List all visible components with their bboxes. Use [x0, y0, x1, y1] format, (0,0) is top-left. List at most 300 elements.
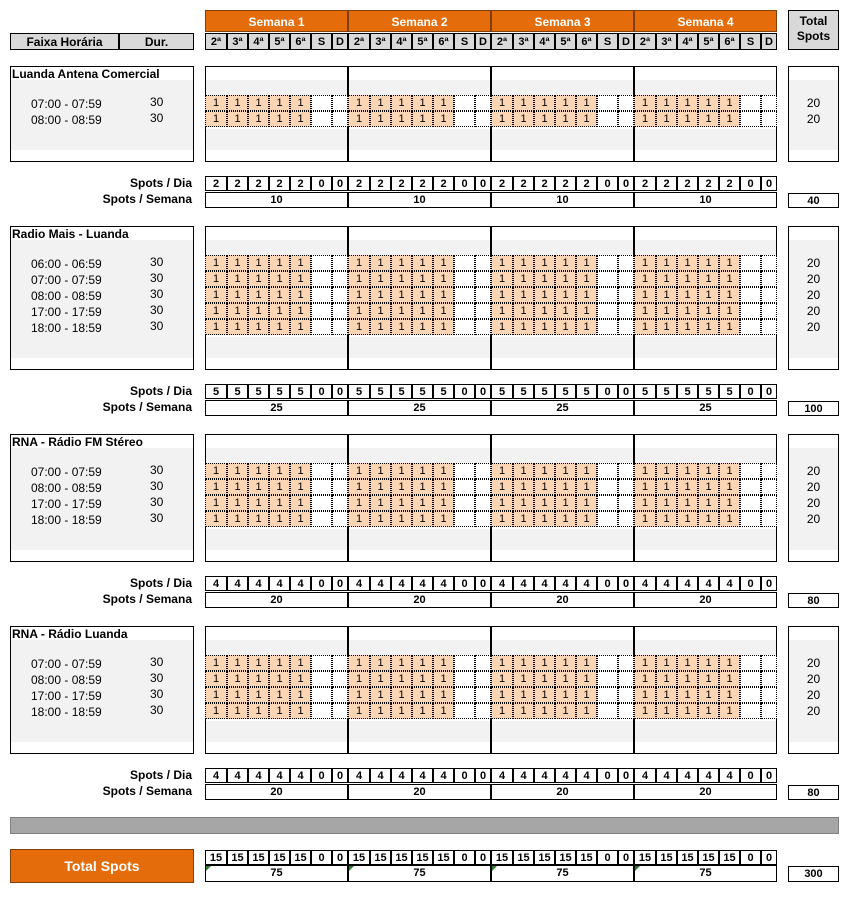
- spot-cell[interactable]: 1: [290, 655, 311, 671]
- empty-spot-cell[interactable]: [618, 95, 634, 111]
- spot-cell[interactable]: 1: [348, 287, 370, 303]
- spot-cell[interactable]: 1: [719, 479, 740, 495]
- spot-cell[interactable]: 1: [348, 511, 370, 527]
- spot-cell[interactable]: 1: [248, 95, 269, 111]
- empty-spot-cell[interactable]: [618, 511, 634, 527]
- spot-cell[interactable]: 1: [534, 703, 555, 719]
- spot-cell[interactable]: 1: [391, 495, 412, 511]
- spot-cell[interactable]: 1: [656, 111, 677, 127]
- spot-cell[interactable]: 1: [391, 671, 412, 687]
- spot-cell[interactable]: 1: [269, 463, 290, 479]
- spot-cell[interactable]: 1: [248, 655, 269, 671]
- spot-cell[interactable]: 1: [656, 687, 677, 703]
- empty-spot-cell[interactable]: [597, 255, 618, 271]
- spot-cell[interactable]: 1: [634, 95, 656, 111]
- spot-cell[interactable]: 1: [290, 95, 311, 111]
- spot-cell[interactable]: 1: [290, 671, 311, 687]
- spot-cell[interactable]: 1: [205, 111, 227, 127]
- empty-spot-cell[interactable]: [761, 287, 777, 303]
- spot-cell[interactable]: 1: [656, 287, 677, 303]
- spot-cell[interactable]: 1: [227, 319, 248, 335]
- empty-spot-cell[interactable]: [597, 687, 618, 703]
- spot-cell[interactable]: 1: [412, 687, 433, 703]
- empty-spot-cell[interactable]: [597, 95, 618, 111]
- spot-cell[interactable]: 1: [534, 655, 555, 671]
- empty-spot-cell[interactable]: [618, 287, 634, 303]
- spot-cell[interactable]: 1: [634, 271, 656, 287]
- spot-cell[interactable]: 1: [248, 271, 269, 287]
- spot-cell[interactable]: 1: [248, 287, 269, 303]
- spot-cell[interactable]: 1: [513, 287, 534, 303]
- spot-cell[interactable]: 1: [227, 95, 248, 111]
- spot-cell[interactable]: 1: [513, 319, 534, 335]
- spot-cell[interactable]: 1: [555, 255, 576, 271]
- spot-cell[interactable]: 1: [227, 495, 248, 511]
- spot-cell[interactable]: 1: [269, 495, 290, 511]
- spot-cell[interactable]: 1: [248, 687, 269, 703]
- spot-cell[interactable]: 1: [698, 511, 719, 527]
- spot-cell[interactable]: 1: [227, 111, 248, 127]
- empty-spot-cell[interactable]: [475, 687, 491, 703]
- spot-cell[interactable]: 1: [719, 319, 740, 335]
- empty-spot-cell[interactable]: [618, 479, 634, 495]
- spot-cell[interactable]: 1: [370, 287, 391, 303]
- spot-cell[interactable]: 1: [534, 303, 555, 319]
- spot-cell[interactable]: 1: [205, 687, 227, 703]
- spot-cell[interactable]: 1: [412, 655, 433, 671]
- spot-cell[interactable]: 1: [555, 111, 576, 127]
- spot-cell[interactable]: 1: [248, 703, 269, 719]
- empty-spot-cell[interactable]: [597, 495, 618, 511]
- spot-cell[interactable]: 1: [656, 703, 677, 719]
- spot-cell[interactable]: 1: [698, 255, 719, 271]
- spot-cell[interactable]: 1: [576, 271, 597, 287]
- spot-cell[interactable]: 1: [513, 463, 534, 479]
- spot-cell[interactable]: 1: [677, 511, 698, 527]
- spot-cell[interactable]: 1: [555, 511, 576, 527]
- spot-cell[interactable]: 1: [348, 271, 370, 287]
- spot-cell[interactable]: 1: [370, 95, 391, 111]
- empty-spot-cell[interactable]: [332, 111, 348, 127]
- empty-spot-cell[interactable]: [454, 255, 475, 271]
- empty-spot-cell[interactable]: [475, 255, 491, 271]
- spot-cell[interactable]: 1: [248, 319, 269, 335]
- spot-cell[interactable]: 1: [513, 271, 534, 287]
- spot-cell[interactable]: 1: [290, 255, 311, 271]
- empty-spot-cell[interactable]: [311, 479, 332, 495]
- spot-cell[interactable]: 1: [348, 479, 370, 495]
- empty-spot-cell[interactable]: [332, 463, 348, 479]
- spot-cell[interactable]: 1: [513, 111, 534, 127]
- spot-cell[interactable]: 1: [205, 255, 227, 271]
- empty-spot-cell[interactable]: [761, 319, 777, 335]
- empty-spot-cell[interactable]: [332, 255, 348, 271]
- spot-cell[interactable]: 1: [634, 463, 656, 479]
- spot-cell[interactable]: 1: [433, 703, 454, 719]
- spot-cell[interactable]: 1: [248, 511, 269, 527]
- empty-spot-cell[interactable]: [454, 655, 475, 671]
- spot-cell[interactable]: 1: [656, 511, 677, 527]
- spot-cell[interactable]: 1: [227, 255, 248, 271]
- spot-cell[interactable]: 1: [555, 95, 576, 111]
- empty-spot-cell[interactable]: [332, 703, 348, 719]
- spot-cell[interactable]: 1: [412, 463, 433, 479]
- spot-cell[interactable]: 1: [576, 287, 597, 303]
- spot-cell[interactable]: 1: [555, 655, 576, 671]
- spot-cell[interactable]: 1: [576, 703, 597, 719]
- spot-cell[interactable]: 1: [698, 271, 719, 287]
- spot-cell[interactable]: 1: [634, 655, 656, 671]
- spot-cell[interactable]: 1: [656, 95, 677, 111]
- spot-cell[interactable]: 1: [290, 495, 311, 511]
- empty-spot-cell[interactable]: [475, 95, 491, 111]
- empty-spot-cell[interactable]: [332, 479, 348, 495]
- spot-cell[interactable]: 1: [513, 95, 534, 111]
- spot-cell[interactable]: 1: [269, 671, 290, 687]
- empty-spot-cell[interactable]: [597, 655, 618, 671]
- spot-cell[interactable]: 1: [433, 287, 454, 303]
- spot-cell[interactable]: 1: [698, 703, 719, 719]
- spot-cell[interactable]: 1: [698, 671, 719, 687]
- empty-spot-cell[interactable]: [597, 511, 618, 527]
- spot-cell[interactable]: 1: [576, 479, 597, 495]
- spot-cell[interactable]: 1: [412, 511, 433, 527]
- spot-cell[interactable]: 1: [391, 255, 412, 271]
- spot-cell[interactable]: 1: [391, 319, 412, 335]
- spot-cell[interactable]: 1: [698, 655, 719, 671]
- spot-cell[interactable]: 1: [370, 655, 391, 671]
- empty-spot-cell[interactable]: [740, 495, 761, 511]
- spot-cell[interactable]: 1: [634, 703, 656, 719]
- spot-cell[interactable]: 1: [576, 463, 597, 479]
- empty-spot-cell[interactable]: [618, 655, 634, 671]
- empty-spot-cell[interactable]: [761, 655, 777, 671]
- empty-spot-cell[interactable]: [311, 255, 332, 271]
- spot-cell[interactable]: 1: [205, 511, 227, 527]
- empty-spot-cell[interactable]: [311, 95, 332, 111]
- spot-cell[interactable]: 1: [248, 255, 269, 271]
- spot-cell[interactable]: 1: [534, 511, 555, 527]
- spot-cell[interactable]: 1: [555, 287, 576, 303]
- empty-spot-cell[interactable]: [454, 495, 475, 511]
- empty-spot-cell[interactable]: [618, 319, 634, 335]
- spot-cell[interactable]: 1: [677, 287, 698, 303]
- spot-cell[interactable]: 1: [433, 271, 454, 287]
- empty-spot-cell[interactable]: [454, 671, 475, 687]
- spot-cell[interactable]: 1: [719, 655, 740, 671]
- spot-cell[interactable]: 1: [719, 303, 740, 319]
- spot-cell[interactable]: 1: [290, 479, 311, 495]
- spot-cell[interactable]: 1: [370, 271, 391, 287]
- spot-cell[interactable]: 1: [433, 687, 454, 703]
- spot-cell[interactable]: 1: [491, 463, 513, 479]
- spot-cell[interactable]: 1: [656, 255, 677, 271]
- spot-cell[interactable]: 1: [719, 687, 740, 703]
- spot-cell[interactable]: 1: [412, 319, 433, 335]
- spot-cell[interactable]: 1: [348, 703, 370, 719]
- empty-spot-cell[interactable]: [740, 111, 761, 127]
- spot-cell[interactable]: 1: [677, 687, 698, 703]
- spot-cell[interactable]: 1: [370, 511, 391, 527]
- empty-spot-cell[interactable]: [454, 271, 475, 287]
- empty-spot-cell[interactable]: [761, 271, 777, 287]
- empty-spot-cell[interactable]: [597, 703, 618, 719]
- spot-cell[interactable]: 1: [534, 495, 555, 511]
- spot-cell[interactable]: 1: [576, 303, 597, 319]
- spot-cell[interactable]: 1: [491, 287, 513, 303]
- empty-spot-cell[interactable]: [475, 495, 491, 511]
- spot-cell[interactable]: 1: [348, 303, 370, 319]
- spot-cell[interactable]: 1: [677, 655, 698, 671]
- spot-cell[interactable]: 1: [227, 271, 248, 287]
- spot-cell[interactable]: 1: [719, 463, 740, 479]
- empty-spot-cell[interactable]: [311, 511, 332, 527]
- empty-spot-cell[interactable]: [332, 287, 348, 303]
- empty-spot-cell[interactable]: [454, 463, 475, 479]
- empty-spot-cell[interactable]: [311, 111, 332, 127]
- spot-cell[interactable]: 1: [290, 271, 311, 287]
- empty-spot-cell[interactable]: [740, 463, 761, 479]
- spot-cell[interactable]: 1: [412, 303, 433, 319]
- empty-spot-cell[interactable]: [618, 671, 634, 687]
- empty-spot-cell[interactable]: [618, 687, 634, 703]
- empty-spot-cell[interactable]: [475, 703, 491, 719]
- empty-spot-cell[interactable]: [311, 303, 332, 319]
- spot-cell[interactable]: 1: [248, 671, 269, 687]
- spot-cell[interactable]: 1: [348, 671, 370, 687]
- spot-cell[interactable]: 1: [269, 319, 290, 335]
- spot-cell[interactable]: 1: [227, 511, 248, 527]
- spot-cell[interactable]: 1: [391, 303, 412, 319]
- empty-spot-cell[interactable]: [597, 319, 618, 335]
- spot-cell[interactable]: 1: [698, 495, 719, 511]
- spot-cell[interactable]: 1: [205, 671, 227, 687]
- spot-cell[interactable]: 1: [205, 271, 227, 287]
- spot-cell[interactable]: 1: [269, 255, 290, 271]
- spot-cell[interactable]: 1: [513, 655, 534, 671]
- empty-spot-cell[interactable]: [761, 95, 777, 111]
- spot-cell[interactable]: 1: [555, 703, 576, 719]
- spot-cell[interactable]: 1: [698, 479, 719, 495]
- empty-spot-cell[interactable]: [454, 111, 475, 127]
- spot-cell[interactable]: 1: [433, 511, 454, 527]
- spot-cell[interactable]: 1: [513, 671, 534, 687]
- spot-cell[interactable]: 1: [433, 319, 454, 335]
- spot-cell[interactable]: 1: [576, 319, 597, 335]
- spot-cell[interactable]: 1: [248, 463, 269, 479]
- spot-cell[interactable]: 1: [698, 287, 719, 303]
- spot-cell[interactable]: 1: [412, 95, 433, 111]
- spot-cell[interactable]: 1: [412, 495, 433, 511]
- spot-cell[interactable]: 1: [534, 271, 555, 287]
- spot-cell[interactable]: 1: [634, 319, 656, 335]
- spot-cell[interactable]: 1: [391, 655, 412, 671]
- empty-spot-cell[interactable]: [475, 303, 491, 319]
- empty-spot-cell[interactable]: [597, 287, 618, 303]
- empty-spot-cell[interactable]: [618, 463, 634, 479]
- spot-cell[interactable]: 1: [290, 319, 311, 335]
- empty-spot-cell[interactable]: [311, 287, 332, 303]
- spot-cell[interactable]: 1: [248, 111, 269, 127]
- spot-cell[interactable]: 1: [534, 463, 555, 479]
- spot-cell[interactable]: 1: [433, 479, 454, 495]
- spot-cell[interactable]: 1: [227, 303, 248, 319]
- spot-cell[interactable]: 1: [576, 687, 597, 703]
- spot-cell[interactable]: 1: [513, 303, 534, 319]
- spot-cell[interactable]: 1: [227, 703, 248, 719]
- empty-spot-cell[interactable]: [761, 463, 777, 479]
- spot-cell[interactable]: 1: [205, 287, 227, 303]
- empty-spot-cell[interactable]: [761, 479, 777, 495]
- spot-cell[interactable]: 1: [227, 671, 248, 687]
- spot-cell[interactable]: 1: [677, 111, 698, 127]
- empty-spot-cell[interactable]: [761, 671, 777, 687]
- empty-spot-cell[interactable]: [740, 479, 761, 495]
- spot-cell[interactable]: 1: [513, 511, 534, 527]
- spot-cell[interactable]: 1: [433, 495, 454, 511]
- empty-spot-cell[interactable]: [311, 319, 332, 335]
- empty-spot-cell[interactable]: [475, 271, 491, 287]
- spot-cell[interactable]: 1: [698, 303, 719, 319]
- spot-cell[interactable]: 1: [370, 319, 391, 335]
- spot-cell[interactable]: 1: [513, 703, 534, 719]
- empty-spot-cell[interactable]: [454, 319, 475, 335]
- spot-cell[interactable]: 1: [677, 255, 698, 271]
- spot-cell[interactable]: 1: [491, 495, 513, 511]
- spot-cell[interactable]: 1: [433, 303, 454, 319]
- empty-spot-cell[interactable]: [454, 303, 475, 319]
- spot-cell[interactable]: 1: [391, 511, 412, 527]
- empty-spot-cell[interactable]: [618, 703, 634, 719]
- spot-cell[interactable]: 1: [348, 111, 370, 127]
- spot-cell[interactable]: 1: [348, 319, 370, 335]
- spot-cell[interactable]: 1: [634, 111, 656, 127]
- empty-spot-cell[interactable]: [740, 303, 761, 319]
- empty-spot-cell[interactable]: [311, 703, 332, 719]
- empty-spot-cell[interactable]: [454, 479, 475, 495]
- empty-spot-cell[interactable]: [597, 271, 618, 287]
- spot-cell[interactable]: 1: [513, 255, 534, 271]
- empty-spot-cell[interactable]: [761, 703, 777, 719]
- empty-spot-cell[interactable]: [311, 671, 332, 687]
- spot-cell[interactable]: 1: [412, 479, 433, 495]
- spot-cell[interactable]: 1: [634, 287, 656, 303]
- spot-cell[interactable]: 1: [719, 287, 740, 303]
- spot-cell[interactable]: 1: [370, 111, 391, 127]
- empty-spot-cell[interactable]: [311, 655, 332, 671]
- spot-cell[interactable]: 1: [576, 671, 597, 687]
- spot-cell[interactable]: 1: [677, 463, 698, 479]
- empty-spot-cell[interactable]: [332, 303, 348, 319]
- spot-cell[interactable]: 1: [534, 479, 555, 495]
- spot-cell[interactable]: 1: [491, 703, 513, 719]
- spot-cell[interactable]: 1: [391, 271, 412, 287]
- spot-cell[interactable]: 1: [370, 255, 391, 271]
- spot-cell[interactable]: 1: [534, 95, 555, 111]
- spot-cell[interactable]: 1: [491, 655, 513, 671]
- spot-cell[interactable]: 1: [555, 479, 576, 495]
- spot-cell[interactable]: 1: [719, 111, 740, 127]
- spot-cell[interactable]: 1: [677, 479, 698, 495]
- spot-cell[interactable]: 1: [205, 95, 227, 111]
- empty-spot-cell[interactable]: [475, 463, 491, 479]
- spot-cell[interactable]: 1: [534, 255, 555, 271]
- empty-spot-cell[interactable]: [740, 319, 761, 335]
- spot-cell[interactable]: 1: [290, 303, 311, 319]
- spot-cell[interactable]: 1: [248, 303, 269, 319]
- empty-spot-cell[interactable]: [475, 479, 491, 495]
- spot-cell[interactable]: 1: [412, 111, 433, 127]
- empty-spot-cell[interactable]: [332, 495, 348, 511]
- spot-cell[interactable]: 1: [576, 495, 597, 511]
- spot-cell[interactable]: 1: [491, 319, 513, 335]
- spot-cell[interactable]: 1: [656, 463, 677, 479]
- spot-cell[interactable]: 1: [412, 255, 433, 271]
- empty-spot-cell[interactable]: [740, 95, 761, 111]
- spot-cell[interactable]: 1: [205, 463, 227, 479]
- spot-cell[interactable]: 1: [513, 495, 534, 511]
- empty-spot-cell[interactable]: [454, 511, 475, 527]
- spot-cell[interactable]: 1: [534, 287, 555, 303]
- empty-spot-cell[interactable]: [311, 495, 332, 511]
- spot-cell[interactable]: 1: [656, 655, 677, 671]
- empty-spot-cell[interactable]: [454, 687, 475, 703]
- spot-cell[interactable]: 1: [205, 655, 227, 671]
- empty-spot-cell[interactable]: [761, 687, 777, 703]
- spot-cell[interactable]: 1: [491, 255, 513, 271]
- empty-spot-cell[interactable]: [311, 687, 332, 703]
- spot-cell[interactable]: 1: [719, 495, 740, 511]
- spot-cell[interactable]: 1: [269, 111, 290, 127]
- spot-cell[interactable]: 1: [576, 111, 597, 127]
- spot-cell[interactable]: 1: [719, 511, 740, 527]
- spot-cell[interactable]: 1: [719, 271, 740, 287]
- spot-cell[interactable]: 1: [576, 95, 597, 111]
- empty-spot-cell[interactable]: [475, 111, 491, 127]
- empty-spot-cell[interactable]: [332, 671, 348, 687]
- spot-cell[interactable]: 1: [656, 303, 677, 319]
- empty-spot-cell[interactable]: [761, 495, 777, 511]
- spot-cell[interactable]: 1: [248, 479, 269, 495]
- spot-cell[interactable]: 1: [227, 287, 248, 303]
- spot-cell[interactable]: 1: [269, 511, 290, 527]
- spot-cell[interactable]: 1: [719, 671, 740, 687]
- spot-cell[interactable]: 1: [370, 479, 391, 495]
- spot-cell[interactable]: 1: [269, 95, 290, 111]
- spot-cell[interactable]: 1: [555, 687, 576, 703]
- spot-cell[interactable]: 1: [433, 255, 454, 271]
- spot-cell[interactable]: 1: [634, 479, 656, 495]
- spot-cell[interactable]: 1: [491, 671, 513, 687]
- spot-cell[interactable]: 1: [534, 671, 555, 687]
- spot-cell[interactable]: 1: [656, 671, 677, 687]
- empty-spot-cell[interactable]: [761, 511, 777, 527]
- spot-cell[interactable]: 1: [656, 319, 677, 335]
- spot-cell[interactable]: 1: [719, 95, 740, 111]
- spot-cell[interactable]: 1: [290, 287, 311, 303]
- spot-cell[interactable]: 1: [205, 479, 227, 495]
- spot-cell[interactable]: 1: [433, 463, 454, 479]
- empty-spot-cell[interactable]: [475, 511, 491, 527]
- spot-cell[interactable]: 1: [634, 255, 656, 271]
- spot-cell[interactable]: 1: [412, 287, 433, 303]
- spot-cell[interactable]: 1: [433, 671, 454, 687]
- empty-spot-cell[interactable]: [332, 655, 348, 671]
- spot-cell[interactable]: 1: [555, 671, 576, 687]
- empty-spot-cell[interactable]: [618, 303, 634, 319]
- spot-cell[interactable]: 1: [555, 303, 576, 319]
- empty-spot-cell[interactable]: [475, 319, 491, 335]
